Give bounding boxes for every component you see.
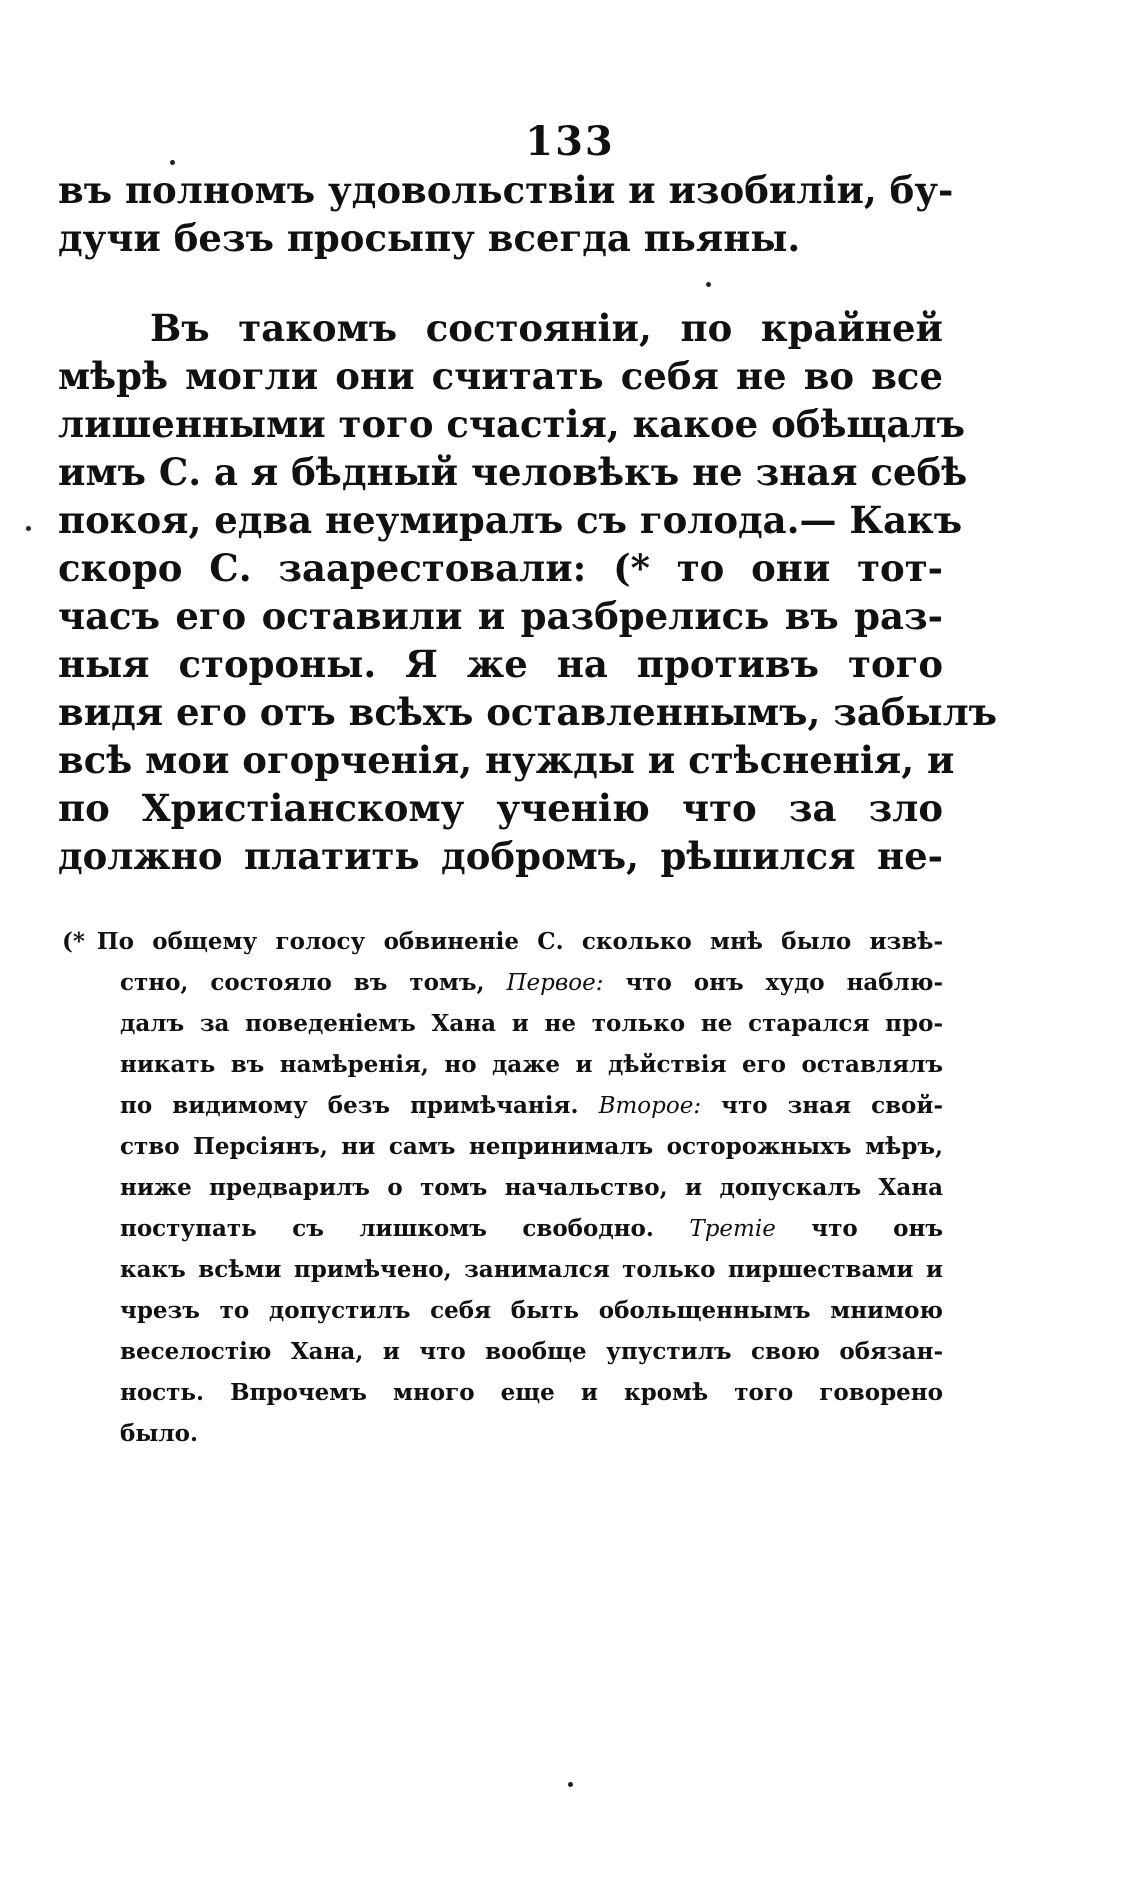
footnote-line (120, 1089, 943, 1123)
footnote-mark: (* (62, 928, 85, 955)
text-line: видя его отъ всѣхъ оставленнымъ, забылъ (58, 690, 998, 734)
footnote-text: что зная свой- (721, 1092, 944, 1119)
footnote-line: ство Персіянъ, ни самъ непринималъ осторожныхъ мѣръ, (120, 1133, 943, 1160)
text-line: мѣрѣ могли они считать себя не во все (58, 354, 943, 398)
text-line: всѣ мои огорченія, нужды и стѣсненія, и (58, 738, 955, 782)
footnote-line: какъ всѣми примѣчено, занимался только пиршествами и (120, 1256, 943, 1283)
footnote-line: веселостію Хана, и что вообще упустилъ свою обязан- (120, 1338, 943, 1365)
text-line: по Христіанскому ученію что за зло (58, 786, 943, 830)
scan-speck (568, 1782, 573, 1787)
text-line: ныя стороны. Я же на противъ того (58, 642, 943, 686)
text-line: скоро С. заарестовали: (* то они тот- (58, 546, 943, 590)
scan-speck (170, 160, 175, 165)
footnote-text: поступать съ лишкомъ свободно. (120, 1215, 654, 1242)
text-line: часъ его оставили и разбрелись въ раз- (58, 594, 943, 638)
text-line: должно платить добромъ, рѣшился не- (58, 834, 943, 878)
scan-speck (706, 282, 711, 287)
footnote-line (120, 966, 943, 1000)
footnote-line: никать въ намѣренія, но даже и дѣйствія его оставлялъ (120, 1051, 943, 1078)
footnote-line: далъ за поведеніемъ Хана и не только не старался про- (120, 1010, 943, 1037)
footnote-text: По общему голосу обвиненіе С. сколько мнѣ было извѣ- (96, 928, 943, 955)
text-line: лишенными того счастія, какое обѣщалъ (58, 402, 965, 446)
footnote-line: было. (120, 1420, 198, 1447)
text-line: дучи безъ просыпу всегда пьяны. (58, 216, 801, 260)
footnote-line (62, 925, 943, 959)
scan-speck (26, 526, 31, 531)
footnote-line: чрезъ то допустилъ себя быть обольщеннымъ мнимою (120, 1297, 943, 1324)
footnote-italic: Первое: (506, 970, 604, 996)
footnote-italic: Третіе (689, 1216, 776, 1242)
text-line: покоя, едва неумиралъ съ голода.— Какъ (58, 498, 963, 542)
footnote-text: стно, состояло въ томъ, (120, 969, 485, 996)
footnote-text: что онъ (811, 1215, 943, 1242)
footnote-line (120, 1212, 943, 1246)
page-number: 133 (525, 118, 615, 165)
text-line: имъ С. а я бѣдный человѣкъ не зная себѣ (58, 450, 968, 494)
text-line: въ полномъ удовольствіи и изобиліи, бу- (58, 168, 954, 212)
footnote-italic: Второе: (598, 1093, 702, 1119)
text-line: Въ такомъ состояніи, по крайней (150, 306, 943, 350)
footnote-line: ность. Впрочемъ много еще и кромѣ того говорено (120, 1379, 943, 1406)
footnote-text: по видимому безъ примѣчанія. (120, 1092, 579, 1119)
footnote-text: что онъ худо наблю- (625, 969, 943, 996)
footnote-line: ниже предварилъ о томъ начальство, и допускалъ Хана (120, 1174, 943, 1201)
